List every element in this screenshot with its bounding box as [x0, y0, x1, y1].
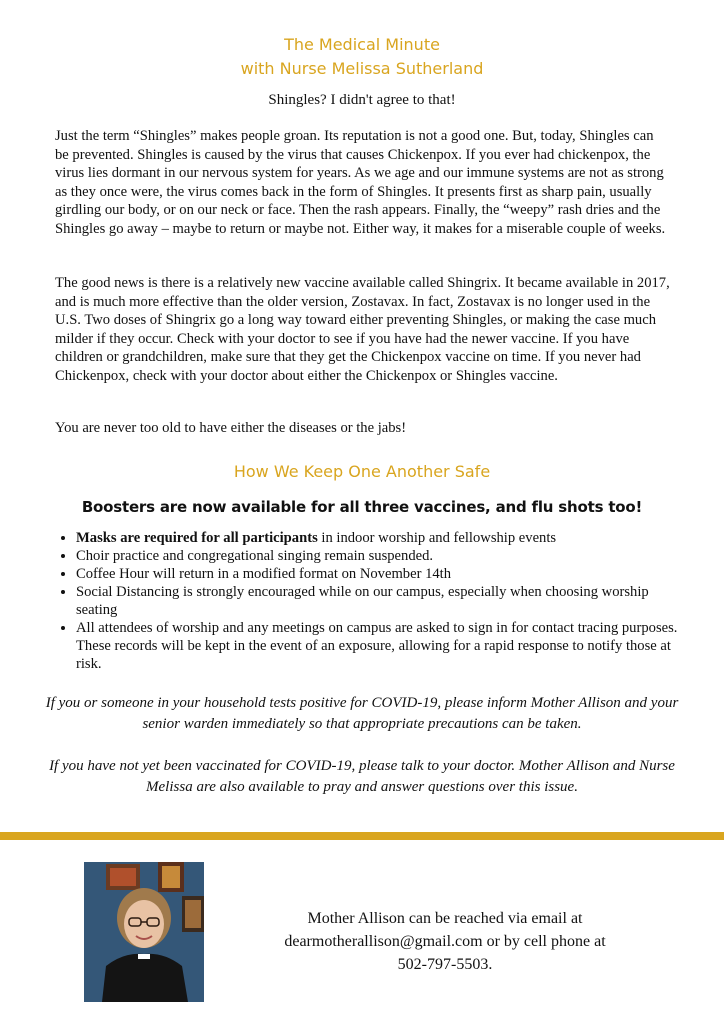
- list-item: [76, 547, 686, 565]
- list-item: [76, 565, 686, 583]
- contact-info: [220, 907, 670, 976]
- article-heading: Shingles? I didn't agree to that!: [268, 92, 456, 108]
- article-paragraph: The good news is there is a relatively new vaccine available called Shingrix. It became available in 2017, and is much more effective than the older version, Zostavax. In fact, Zostavax is no longer used in the U.S. Two doses of Shingrix go a long way toward either preventing Shingles, or making the case much milder if they occur. Check with your doctor to see if you have had the newer vaccine. If you have children or grandchildren, make sure that they get the Chickenpox vaccine on time. If you never had Chickenpox, check with your doctor about either the Chickenpox or Shingles vaccine.: [55, 275, 670, 384]
- list-item-text: All attendees of worship and any meetings on campus are asked to sign in for contact tracing purposes. These records will be kept in the event of an exposure, allowing for a rapid response to notify those at risk.: [76, 620, 678, 672]
- contact-line: dearmotherallison@gmail.com or by cell phone at: [284, 933, 606, 950]
- divider: [0, 832, 724, 840]
- covid-positive-note: If you or someone in your household tests positive for COVID-19, please inform Mother Allison and your senior warden immediately so that appropriate precautions can be taken.: [45, 695, 679, 732]
- section-title: The Medical Minute: [284, 35, 440, 54]
- contact-line: Mother Allison can be reached via email at: [307, 910, 583, 927]
- section-subtitle: with Nurse Melissa Sutherland: [240, 59, 484, 78]
- contact-line: 502-797-5503.: [397, 956, 493, 973]
- safety-title: How We Keep One Another Safe: [233, 462, 491, 481]
- list-item-text: in indoor worship and fellowship events: [317, 530, 557, 546]
- article-paragraph: Just the term “Shingles” makes people groan. Its reputation is not a good one. But, today, Shingles can be prevented. Shingles is caused by the virus that causes Chickenpox. If you ever had chickenpox, the virus lies dormant in our nervous system for years. As we age and our immune systems are not as strong as they once were, the virus comes back in the form of Shingles. It presents first as sharp pain, usually girdling our body, or on our neck or face. Then the rash appears. Finally, the “weepy” rash dries and the Shingles go away – maybe to return or maybe not. Either way, it makes for a miserable couple of weeks.: [55, 128, 666, 237]
- list-item-text: Coffee Hour will return in a modified format on November 14th: [76, 566, 452, 582]
- portrait-photo: [84, 862, 204, 1002]
- safety-list: [60, 529, 686, 673]
- boosters-announcement: Boosters are now available for all three vaccines, and flu shots too!: [81, 498, 643, 516]
- list-item: [76, 529, 686, 547]
- vaccination-note: If you have not yet been vaccinated for COVID-19, please talk to your doctor. Mother Allison and Nurse Melissa are also available to pray and answer questions over this issue.: [49, 758, 675, 795]
- list-item-bold: Masks are required for all participants: [76, 530, 318, 546]
- list-item: [76, 583, 686, 619]
- list-item: [76, 619, 686, 673]
- list-item-text: Social Distancing is strongly encouraged while on our campus, especially when choosing worship seating: [76, 584, 649, 618]
- article-paragraph: You are never too old to have either the diseases or the jabs!: [55, 420, 407, 436]
- list-item-text: Choir practice and congregational singing remain suspended.: [76, 548, 434, 564]
